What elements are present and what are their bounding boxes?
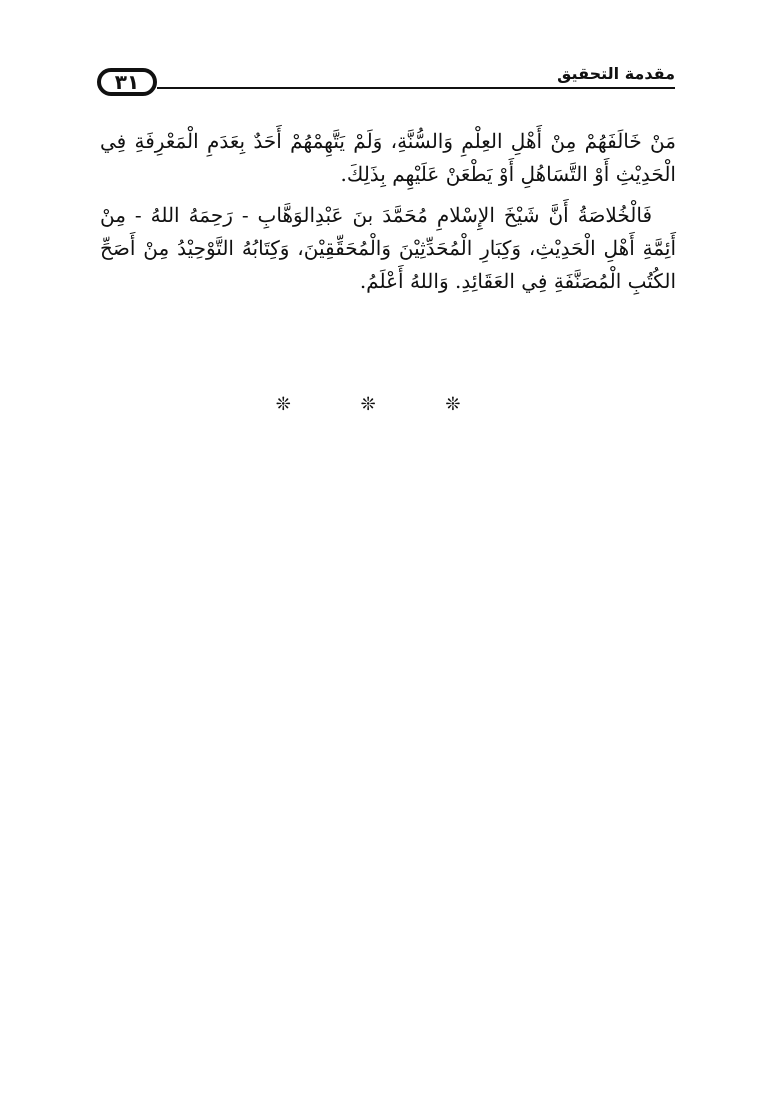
page-header — [97, 64, 675, 104]
asterism-icon: ❊ — [445, 394, 485, 415]
asterism-icon: ❊ — [360, 394, 400, 415]
paragraph-2: فَالْخُلاصَةُ أَنَّ شَيْخَ الإِسْلامِ مُحَمَّدَ بنَ عَبْدِالوَهَّابِ - رَحِمَهُ اللهُ - مِنْ أَئِمَّةِ أَهْلِ الْحَدِيْثِ، وَكِبَارِ الْمُحَدِّثِيْنَ وَالْمُحَقِّقِيْنَ، وَكِتَابُهُ التَّوْحِيْدُ مِنْ أَصَحِّ الكُتُبِ الْمُصَنَّفَةِ فِي العَقَائِدِ. وَاللهُ أَعْلَمُ. — [100, 203, 676, 293]
header-rule — [157, 87, 675, 89]
section-separator — [0, 394, 760, 415]
running-title: مقدمة التحقيق — [551, 64, 675, 84]
paragraph-1: مَنْ خَالَفَهُمْ مِنْ أَهْلِ العِلْمِ وَالسُّنَّةِ، وَلَمْ يَتَّهِمْهُمْ أَحَدٌ بِعَدَمِ الْمَعْرِفَةِ فِي الْحَدِيْثِ أَوْ التَّسَاهُلِ أَوْ يَطْعَنْ عَلَيْهِم بِذَلِكَ. — [100, 129, 676, 186]
main-text — [100, 125, 676, 306]
page-number: ٣١ — [97, 68, 157, 96]
asterism-icon: ❊ — [275, 394, 315, 415]
